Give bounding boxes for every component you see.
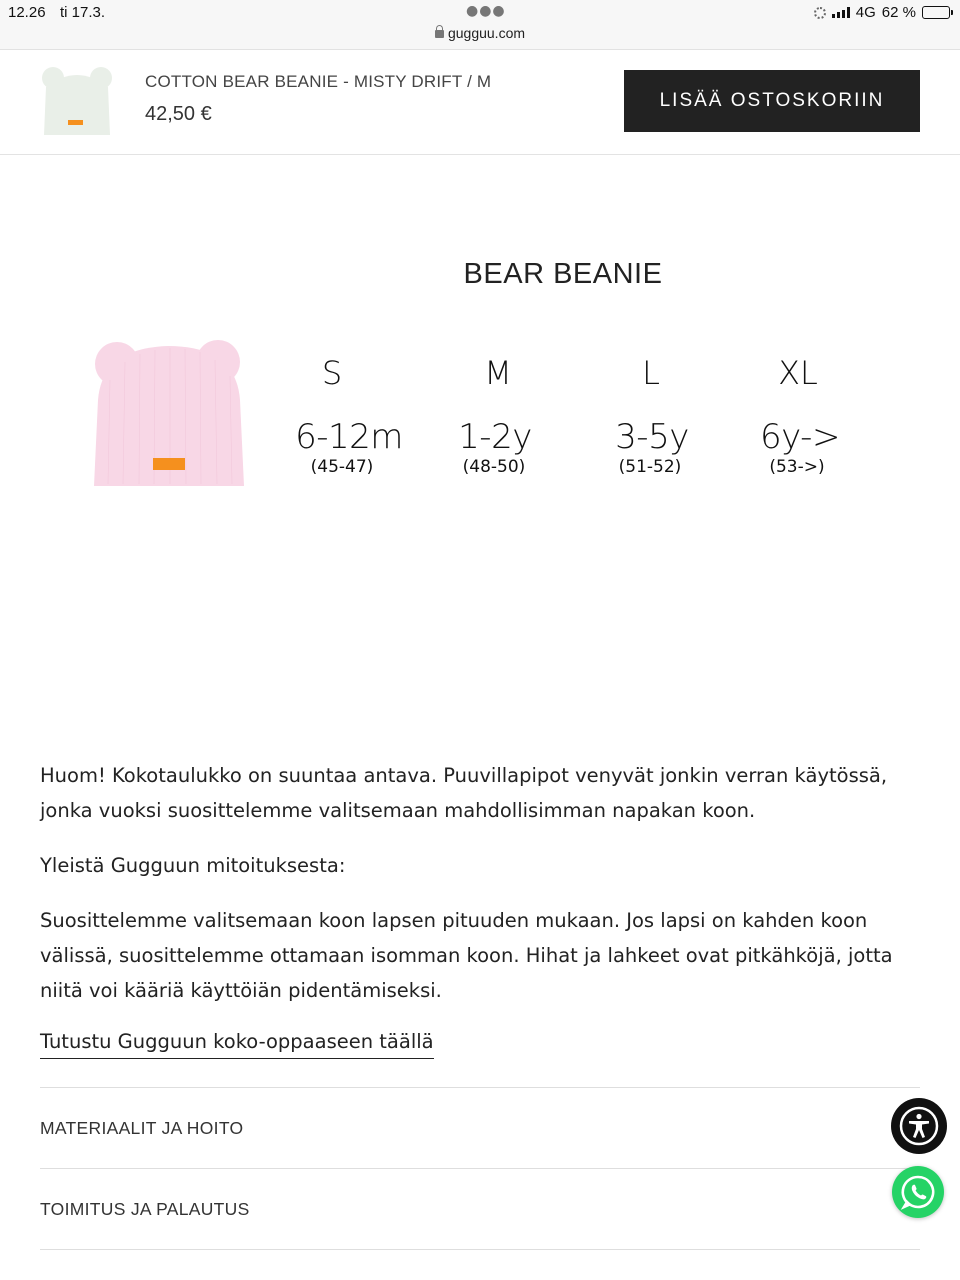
whatsapp-button[interactable] xyxy=(892,1166,944,1218)
accessibility-icon xyxy=(897,1104,941,1148)
size-age: 3-5y xyxy=(615,417,689,457)
status-indicators xyxy=(814,4,950,21)
size-description xyxy=(40,758,920,1028)
divider xyxy=(40,1249,920,1250)
status-date: ti 17.3. xyxy=(60,4,106,21)
size-age: 6-12m xyxy=(295,417,403,457)
tab-dots-icon[interactable]: ●●● xyxy=(466,3,506,19)
accordion-label: TOIMITUS JA PALAUTUS xyxy=(40,1198,250,1219)
size-column-m xyxy=(418,351,578,477)
battery-percent: 62 % xyxy=(881,4,916,21)
beanie-illustration xyxy=(90,340,250,490)
sticky-product-bar xyxy=(0,50,960,155)
size-column-xl xyxy=(718,351,878,477)
size-head-cm: (53->) xyxy=(769,457,825,477)
product-name: COTTON BEAR BEANIE - MISTY DRIFT / M xyxy=(145,72,492,91)
general-sizing-heading: Yleistä Gugguun mitoituksesta: xyxy=(40,854,346,877)
size-note: Huom! Kokotaulukko on suuntaa antava. Puuvillapipot venyvät jonkin verran käytössä, jonka vuoksi suosittelemme valitsemaan mahdollisimman napakan koon. xyxy=(40,764,888,822)
size-letter: S xyxy=(321,354,343,392)
browser-status-bar xyxy=(0,0,960,50)
whatsapp-icon xyxy=(898,1172,938,1212)
loading-spinner-icon xyxy=(814,7,826,19)
size-head-cm: (45-47) xyxy=(310,457,374,477)
signal-icon xyxy=(832,7,850,18)
size-age: 6y-> xyxy=(760,417,840,457)
status-time: 12.26 xyxy=(8,4,46,21)
size-chart-image xyxy=(0,155,960,715)
size-column-l xyxy=(571,351,731,477)
size-letter: XL xyxy=(778,354,818,392)
product-thumbnail[interactable] xyxy=(40,65,114,137)
address-bar[interactable] xyxy=(0,25,960,41)
size-letter: M xyxy=(484,354,512,392)
size-head-cm: (48-50) xyxy=(462,457,526,477)
network-type: 4G xyxy=(855,4,876,21)
product-price: 42,50 € xyxy=(145,103,212,125)
accessibility-button[interactable] xyxy=(891,1098,947,1154)
size-age: 1-2y xyxy=(458,417,532,457)
size-head-cm: (51-52) xyxy=(618,457,682,477)
url-text: gugguu.com xyxy=(447,25,526,41)
size-letter: L xyxy=(642,354,660,392)
size-chart-title: BEAR BEANIE xyxy=(463,258,663,290)
accordion-materials-care[interactable] xyxy=(40,1087,920,1168)
lock-icon xyxy=(435,30,444,38)
accordion-label: MATERIAALIT JA HOITO xyxy=(40,1117,244,1138)
general-sizing-text: Suosittelemme valitsemaan koon lapsen pituuden mukaan. Jos lapsi on kahden koon välissä, suosittelemme ottamaan isomman koon. Hihat ja lahkeet ovat pitkähköjä, jotta niitä voi kääriä käyttöiän pidentämiseksi. xyxy=(40,909,893,1002)
add-to-cart-button[interactable]: LISÄÄ OSTOSKORIIN xyxy=(624,70,920,132)
size-guide-link[interactable]: Tutustu Gugguun koko-oppaaseen täällä xyxy=(40,1028,434,1059)
accordion-shipping-returns[interactable] xyxy=(40,1168,920,1249)
battery-icon xyxy=(922,6,950,19)
size-column-s xyxy=(252,351,412,477)
